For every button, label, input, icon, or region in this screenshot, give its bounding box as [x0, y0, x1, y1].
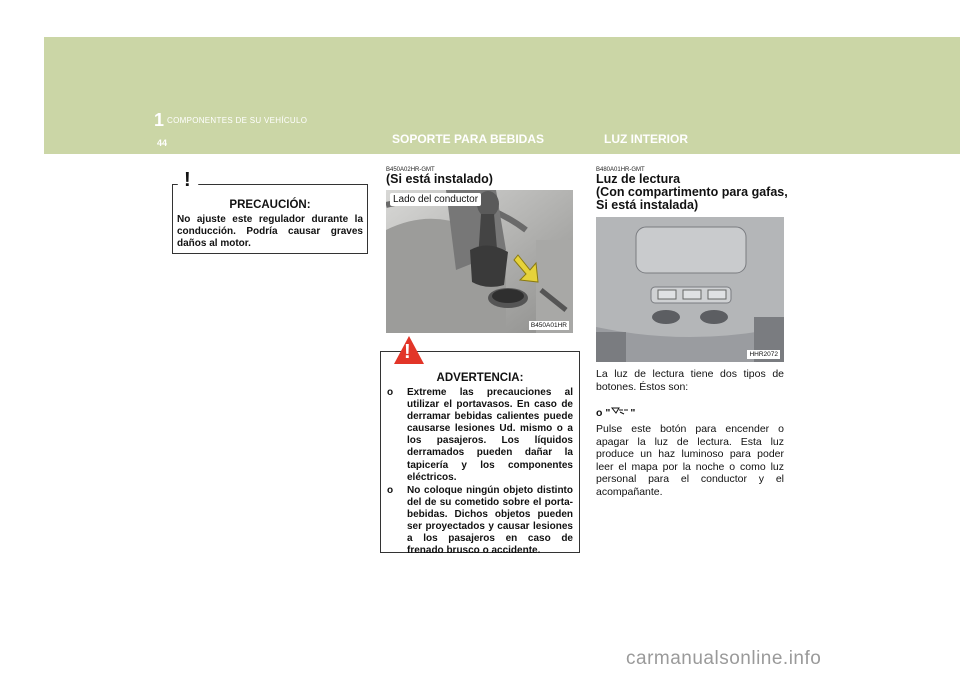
cupholder-photo: [386, 190, 573, 333]
button-line: [596, 406, 784, 420]
photo-caption-right: HHR2072: [749, 351, 778, 358]
reading-light-intro: [596, 368, 784, 393]
chapter-title: COMPONENTES DE SU VEHÍCULO: [167, 116, 308, 125]
description-text: Pulse este botón para encender o apagar la luz de lectura. Esta luz produce un haz luminoso para poder leer el mapa por la noche o como luz personal para el conductor y el acompañante.: [596, 423, 784, 498]
page-number: 44: [144, 132, 180, 154]
reading-light-heading-1: Luz de lectura: [596, 172, 681, 186]
chapter-number: 1: [154, 110, 165, 130]
caution-title: PRECAUCIÓN:: [229, 199, 311, 211]
button-prefix: o ": [596, 407, 611, 419]
warning-box: [380, 351, 580, 557]
caution-icon: !: [184, 169, 191, 191]
warning-list: [387, 387, 573, 557]
section-tab-interior-light: LUZ INTERIOR: [590, 128, 784, 154]
warning-item: [387, 387, 573, 484]
warning-bullet: o: [387, 387, 394, 398]
caution-box: [172, 184, 368, 254]
warning-item-text: No coloque ningún objeto distinto del de su cometido sobre el porta-bebidas. Dichos objetos pueden ser proyectados y causar lesiones a los pasajeros en caso de frenado brusco o accidente.: [407, 484, 573, 557]
reading-light-description: [596, 423, 784, 499]
caution-text: No ajuste este regulador durante la conducción. Podría causar graves daños al motor.: [177, 214, 363, 250]
cupholder-illustration: [386, 190, 573, 333]
button-suffix: ": [630, 407, 636, 419]
overhead-console-illustration: [596, 217, 784, 362]
watermark: carmanualsonline.info: [626, 648, 822, 669]
reading-light-heading-3: Si está instalada): [596, 198, 699, 212]
warning-icon: !: [404, 341, 411, 363]
warning-item-text: Extreme las precauciones al utilizar el portavasos. En caso de derramar bebidas calientes puede causarse lesiones Ud. mismo o a los pasajeros. Los líquidos derramados pueden dañar la tapicería y los componentes eléctricos.: [407, 387, 573, 483]
cupholder-code: B450A02HR-GMT: [386, 167, 435, 173]
section-tab-cupholder: SOPORTE PARA BEBIDAS: [378, 128, 580, 154]
reading-light-code: B480A01HR-GMT: [596, 167, 645, 173]
reading-light-photo: [596, 217, 784, 362]
reading-lamp-icon: [610, 407, 630, 419]
warning-title: ADVERTENCIA:: [436, 372, 524, 384]
intro-text: La luz de lectura tiene dos tipos de botones. Éstos son:: [596, 368, 784, 393]
photo-label-driver-side: Lado del conductor: [390, 193, 481, 206]
reading-light-heading-2: (Con compartimento para gafas,: [596, 185, 788, 199]
warning-item: [387, 485, 573, 558]
photo-caption-left: B450A01HR: [530, 322, 567, 329]
warning-bullet: o: [387, 484, 394, 496]
cupholder-heading: (Si está instalado): [386, 172, 493, 186]
